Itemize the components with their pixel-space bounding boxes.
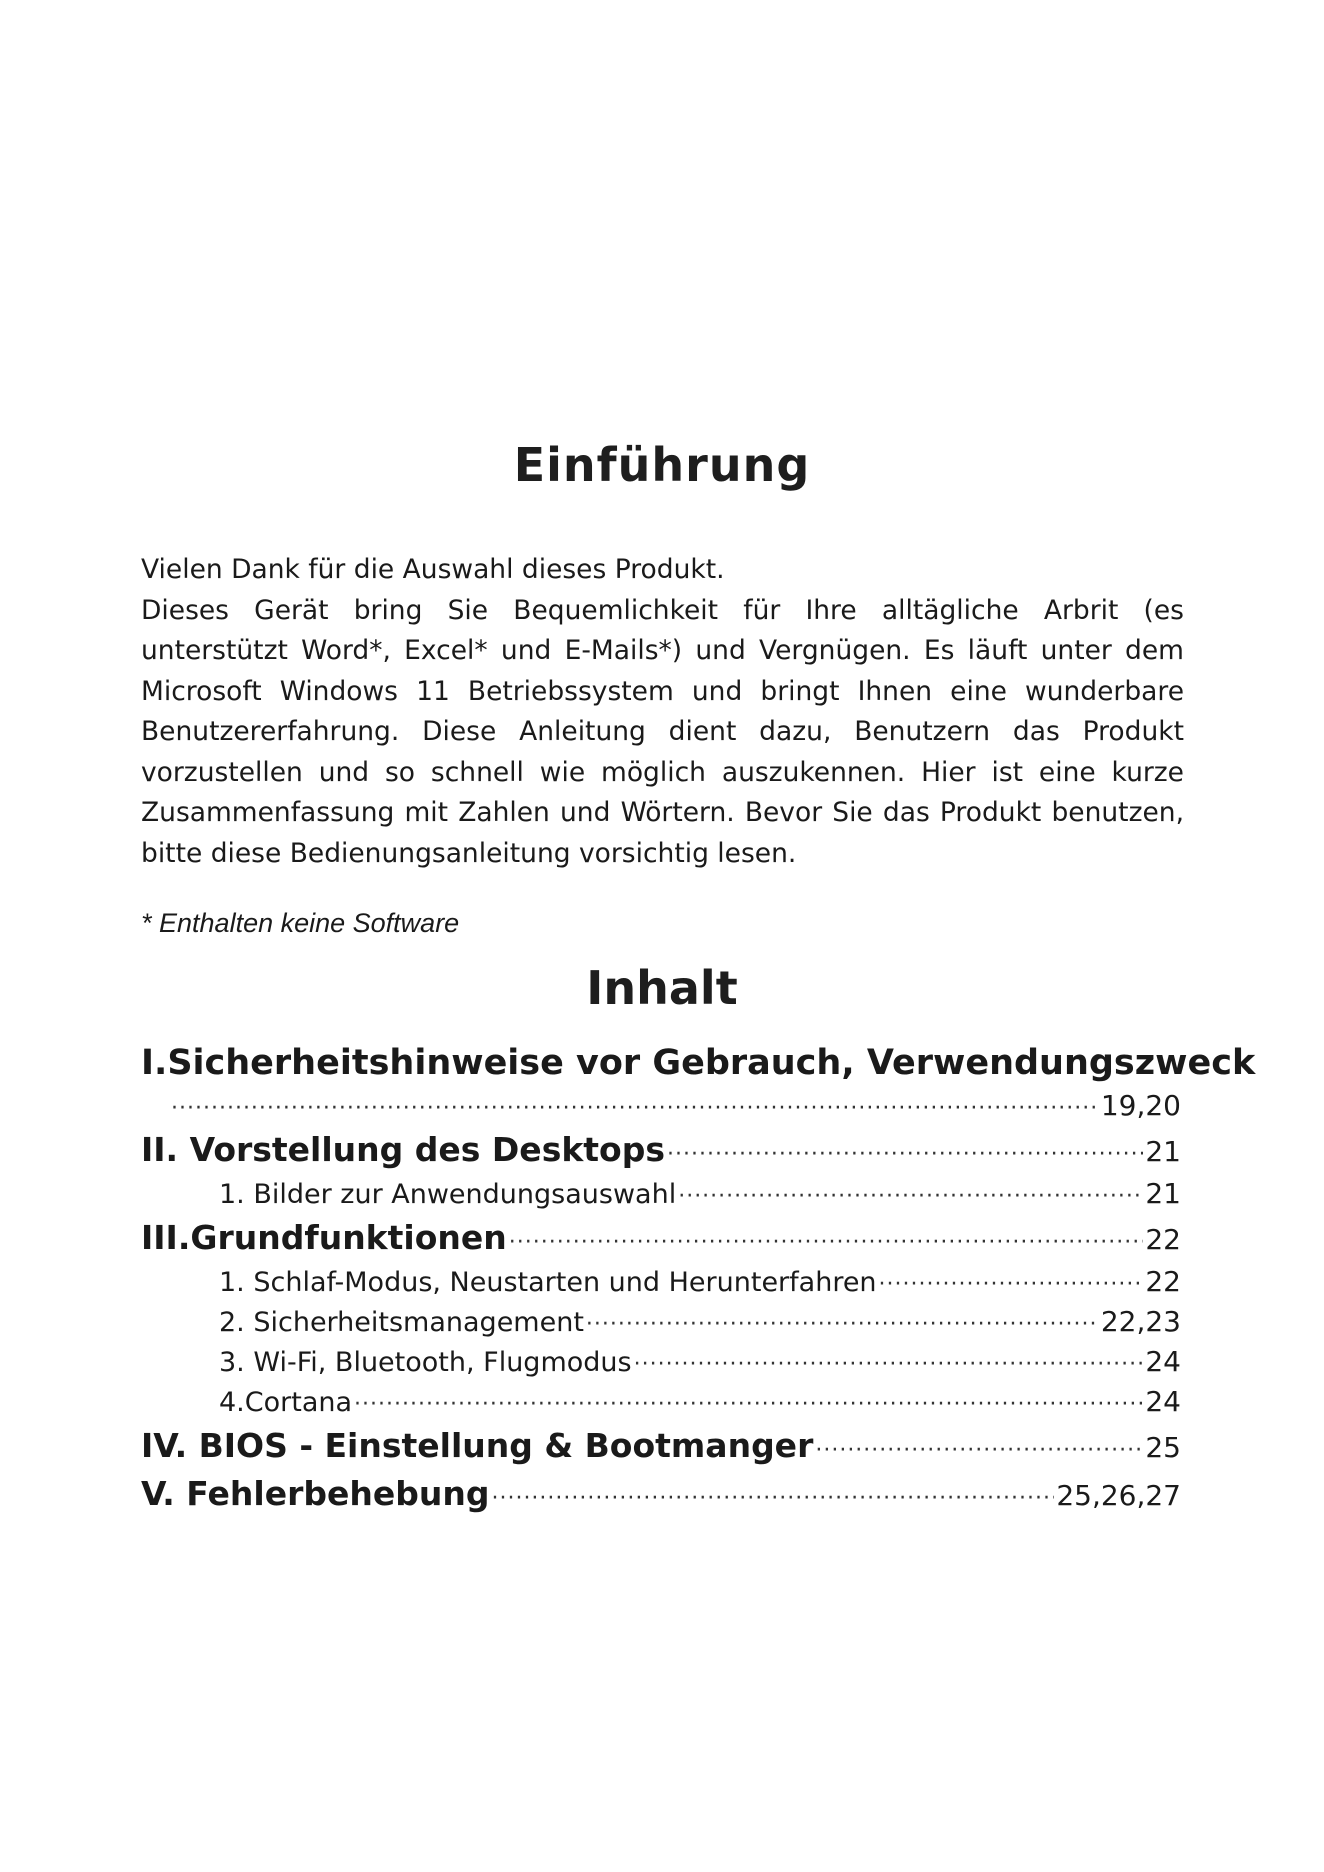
- toc-section-3-label: III.Grundfunktionen: [141, 1218, 507, 1257]
- toc-section-3-page: 22: [1145, 1223, 1181, 1256]
- toc-section-5-entry: [141, 1470, 1181, 1518]
- toc-section-2-1-entry: [141, 1174, 1181, 1214]
- toc-section-3-1-page: 22: [1145, 1265, 1181, 1298]
- toc-section-5-page: 25,26,27: [1056, 1479, 1181, 1512]
- intro-paragraph-thanks: Vielen Dank für die Auswahl dieses Produkt.: [141, 554, 725, 585]
- toc-section-3-4-label: 4.Cortana: [219, 1387, 353, 1418]
- table-of-contents: [141, 1040, 1256, 1518]
- toc-section-3-1-entry: [141, 1262, 1181, 1302]
- toc-leader-dots: [667, 1131, 1143, 1179]
- toc-leader-dots: [354, 1385, 1143, 1425]
- toc-section-3-4-entry: [141, 1382, 1181, 1422]
- intro-paragraph-description: Dieses Gerät bring Sie Bequemlichkeit für Ihre alltägliche Arbrit (es unterstützt Word*, Excel* und E-Mails*) und Vergnügen. Es läuft unter dem Microsoft Windows 11 Betriebssystem und bringt Ihnen eine wunderbare Benutzererfahrung. Diese Anleitung dient dazu, Benutzern das Produkt vorzustellen und so schnell wie möglich auszukennen. Hier ist eine kurze Zusammenfassung mit Zahlen und Wörtern. Bevor Sie das Produkt benutzen, bitte diese Bedienungsanleitung vorsichtig lesen.: [141, 594, 1184, 869]
- intro-title: Einführung: [513, 438, 811, 492]
- toc-section-4-label: IV. BIOS - Einstellung & Bootmanger: [141, 1426, 814, 1465]
- toc-section-3-entry: [141, 1214, 1181, 1262]
- toc-section-3-3-page: 24: [1145, 1345, 1181, 1378]
- toc-leader-dots: [634, 1345, 1144, 1385]
- toc-section-2-entry: [141, 1126, 1181, 1174]
- toc-leader-dots: [491, 1475, 1054, 1523]
- toc-section-3-3-label: 3. Wi-Fi, Bluetooth, Flugmodus: [219, 1347, 632, 1378]
- toc-section-2-label: II. Vorstellung des Desktops: [141, 1130, 665, 1169]
- toc-section-3-1-label: 1. Schlaf-Modus, Neustarten und Herunterfahren: [219, 1267, 877, 1298]
- toc-section-1-page: 19,20: [1100, 1089, 1181, 1122]
- toc-section-1-label: I.Sicherheitshinweise vor Gebrauch, Verwendungszweck: [141, 1043, 1256, 1083]
- toc-section-2-1-page: 21: [1145, 1177, 1181, 1210]
- toc-leader-dots: [879, 1265, 1144, 1305]
- toc-section-1-entry: [141, 1086, 1181, 1126]
- toc-section-2-1-label: 1. Bilder zur Anwendungsauswahl: [219, 1179, 677, 1210]
- toc-section-3-4-page: 24: [1145, 1385, 1181, 1418]
- toc-section-3-2-label: 2. Sicherheitsmanagement: [219, 1307, 584, 1338]
- toc-section-3-2-entry: [141, 1302, 1181, 1342]
- toc-section-4-page: 25: [1145, 1431, 1181, 1464]
- toc-section-3-2-page: 22,23: [1100, 1305, 1181, 1338]
- toc-title: Inhalt: [586, 961, 738, 1015]
- toc-section-5-label: V. Fehlerbehebung: [141, 1474, 490, 1513]
- intro-body: [141, 550, 1184, 874]
- software-note: * Enthalten keine Software: [141, 908, 460, 938]
- toc-leader-dots: [678, 1177, 1143, 1217]
- toc-leader-dots: [815, 1427, 1143, 1475]
- toc-section-3-3-entry: [141, 1342, 1181, 1382]
- toc-leader-dots: [509, 1219, 1144, 1267]
- toc-section-4-entry: [141, 1422, 1181, 1470]
- toc-leader-dots: [171, 1089, 1099, 1129]
- toc-leader-dots: [586, 1305, 1099, 1345]
- toc-section-2-page: 21: [1145, 1135, 1181, 1168]
